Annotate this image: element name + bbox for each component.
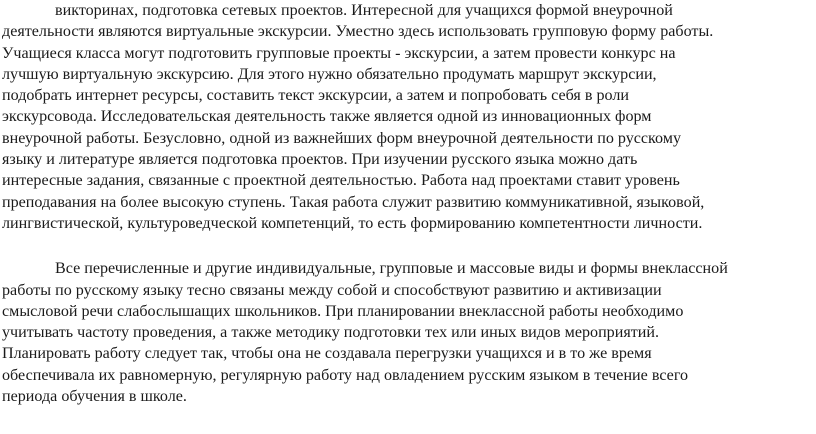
- text-line: языку и литературе является подготовка проектов. При изучении русского языка можно дать: [2, 151, 638, 169]
- text-line: экскурсовода. Исследовательская деятельность также является одной из инновационных форм: [2, 108, 652, 126]
- text-line: обеспечивала их равномерную, регулярную работу над овладением русским языком в течение всего: [2, 366, 689, 384]
- text-line: деятельности являются виртуальные экскурсии. Уместно здесь использовать групповую форму работы.: [2, 23, 714, 41]
- text-line: учитывать частоту проведения, а также методику подготовки тех или иных видов мероприятий.: [2, 324, 660, 342]
- text-line: лучшую виртуальную экскурсию. Для этого нужно обязательно продумать маршрут экскурсии,: [2, 65, 657, 83]
- text-line: Учащиеся класса могут подготовить групповые проекты - экскурсии, а затем провести конкурс на: [2, 44, 676, 62]
- paragraph-2: [2, 258, 814, 407]
- text-line: Все перечисленные и другие индивидуальные, групповые и массовые виды и формы внеклассной: [55, 260, 728, 278]
- text-line: Планировать работу следует так, чтобы она не создавала перегрузки учащихся и в то же время: [2, 345, 652, 363]
- paragraph-1: [2, 0, 814, 234]
- text-line: внеурочной работы. Безусловно, одной из важнейших форм внеурочной деятельности по русскому: [2, 129, 682, 147]
- text-line: викторинах, подготовка сетевых проектов. Интересной для учащихся формой внеурочной: [55, 2, 673, 19]
- text-line: преподавания на более высокую ступень. Такая работа служит развитию коммуникативной, языковой,: [2, 193, 705, 211]
- text-line: периода обучения в школе.: [2, 388, 187, 406]
- document-page: [2, 0, 814, 407]
- text-line: смысловой речи слабослышащих школьников. При планировании внеклассной работы необходимо: [2, 302, 684, 320]
- text-line: подобрать интернет ресурсы, составить текст экскурсии, а затем и попробовать себя в роли: [2, 87, 629, 105]
- text-line: интересные задания, связанные с проектной деятельностью. Работа над проектами ставит уровень: [2, 172, 680, 190]
- text-line: работы по русскому языку тесно связаны между собой и способствуют развитию и активизации: [2, 281, 662, 299]
- paragraph-spacing: [2, 234, 814, 258]
- text-line: лингвистической, культуроведческой компетенций, то есть формированию компетентности личности.: [2, 214, 703, 232]
